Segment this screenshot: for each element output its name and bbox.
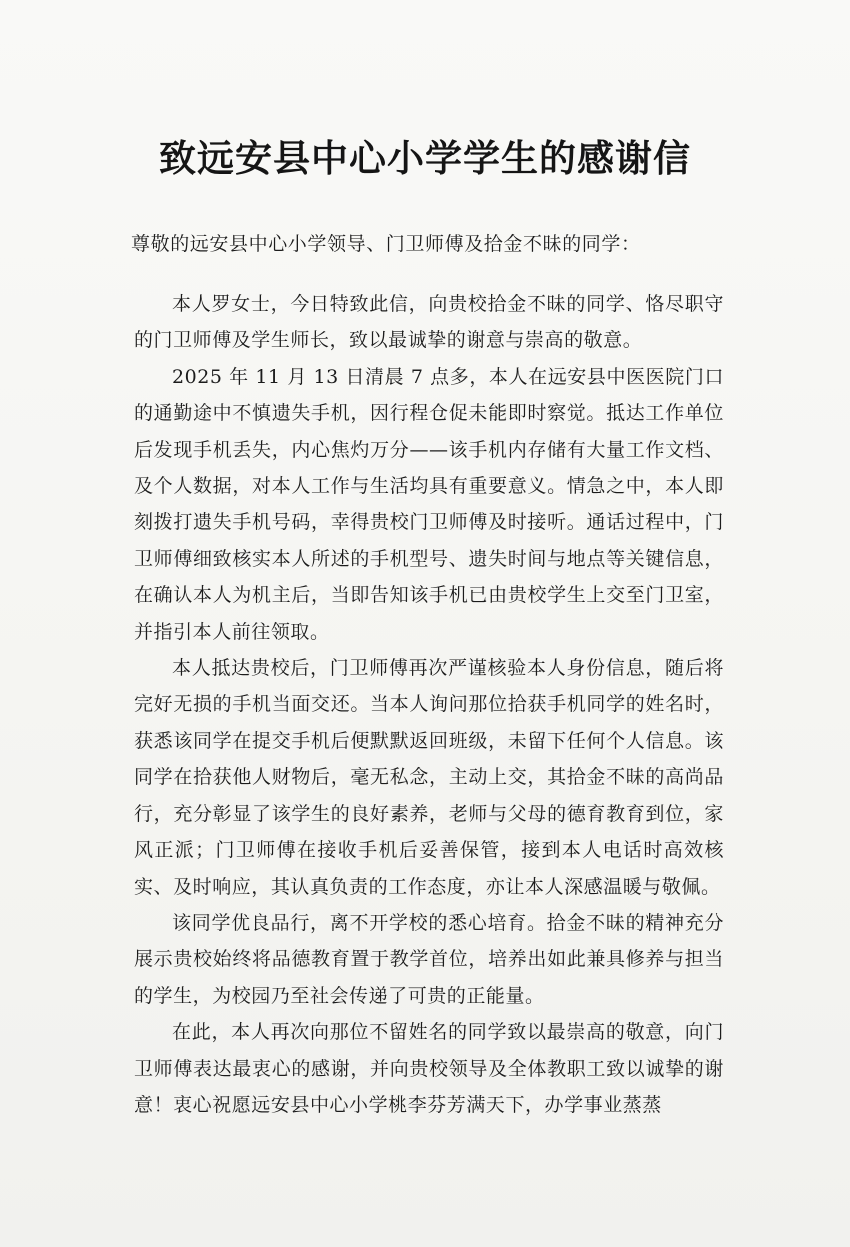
paragraph-intro: 本人罗女士，今日特致此信，向贵校拾金不昧的同学、恪尽职守的门卫师傅及学生师长，致以最诚挚的谢意与崇高的敬意。: [134, 293, 724, 352]
salutation: 尊敬的远安县中心小学领导、门卫师傅及拾金不昧的同学：: [131, 233, 641, 255]
paragraph-return: 本人抵达贵校后，门卫师傅再次严谨核验本人身份信息，随后将完好无损的手机当面交还。当本人询问那位拾获手机同学的姓名时，获悉该同学在提交手机后便默默返回班级，未留下任何个人信息。该同学在拾获他人财物后，毫无私念，主动上交，其拾金不昧的高尚品行，充分彰显了该学生的良好素养，老师与父母的德育教育到位，家风正派；门卫师傅在接收手机后妥善保管，接到本人电话时高效核实、及时响应，其认真负责的工作态度，亦让本人深感温暖与敬佩。: [134, 657, 724, 898]
letter-title: 致远安县中心小学学生的感谢信: [159, 136, 691, 180]
paragraph-closing: 在此，本人再次向那位不留姓名的同学致以最崇高的敬意，向门卫师傅表达最衷心的感谢，并向贵校领导及全体教职工致以诚挚的谢意！衷心祝愿远安县中心小学桃李芬芳满天下，办学事业蒸蒸: [134, 1021, 724, 1116]
letter-body: [134, 286, 724, 1123]
paragraph-school-praise: 该同学优良品行，离不开学校的悉心培育。拾金不昧的精神充分展示贵校始终将品德教育置于教学首位，培养出如此兼具修养与担当的学生，为校园乃至社会传递了可贵的正能量。: [134, 911, 724, 1007]
paragraph-incident: 2025 年 11 月 13 日清晨 7 点多，本人在远安县中医医院门口的通勤途中不慎遗失手机，因行程仓促未能即时察觉。抵达工作单位后发现手机丢失，内心焦灼万分——该手机内存储有大量工作文档、及个人数据，对本人工作与生活均具有重要意义。情急之中，本人即刻拨打遗失手机号码，幸得贵校门卫师傅及时接听。通话过程中，门卫师傅细致核实本人所述的手机型号、遗失时间与地点等关键信息，在确认本人为机主后，当即告知该手机已由贵校学生上交至门卫室，并指引本人前往领取。: [134, 365, 724, 643]
